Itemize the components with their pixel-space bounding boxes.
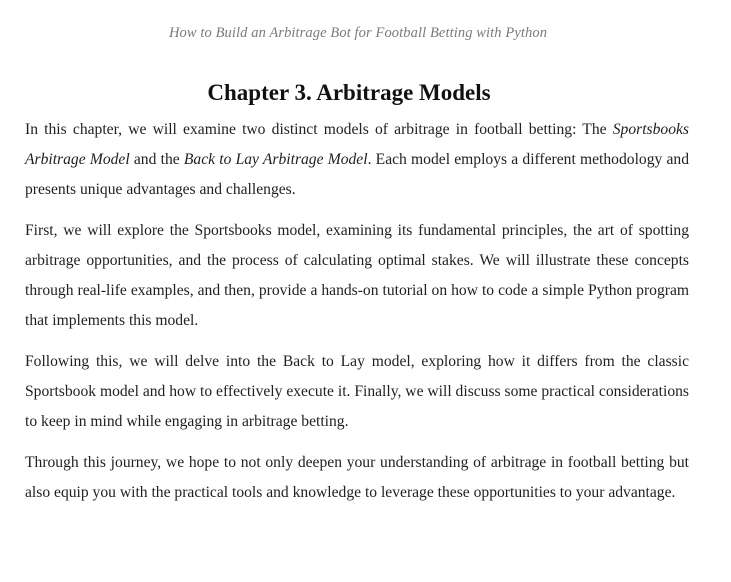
paragraph-conclusion: Through this journey, we hope to not only deepen your understanding of arbitrage in football betting but also equip you with the practical tools and knowledge to leverage these opportunities to your advantage.: [25, 454, 689, 501]
paragraph-sportsbooks: First, we will explore the Sportsbooks model, examining its fundamental principles, the art of spotting arbitrage opportunities, and the process of calculating optimal stakes. We will illustrate these concepts through real-life examples, and then, provide a hands-on tutorial on how to code a simple Python program that implements this model.: [25, 222, 689, 329]
chapter-body: [25, 115, 689, 508]
back-to-lay-model-term: Back to Lay Arbitrage Model: [183, 151, 368, 168]
paragraph-intro-text-c: and the: [129, 151, 184, 168]
chapter-title: Chapter 3. Arbitrage Models: [207, 80, 491, 105]
paragraph-intro-text-a: In this chapter, we will examine two distinct models of arbitrage in football betting: The: [25, 121, 613, 138]
paragraph-intro: [25, 115, 689, 205]
paragraph-intro-text-e: . Each model employs a different methodology and presents unique advantages and challenges.: [25, 151, 690, 198]
paragraph-back-to-lay: Following this, we will delve into the Back to Lay model, exploring how it differs from the classic Sportsbook model and how to effectively execute it. Finally, we will discuss some practical considerations to keep in mind while engaging in arbitrage betting.: [25, 353, 689, 430]
sportsbooks-model-term: Sportsbooks Arbitrage Model: [25, 121, 689, 168]
running-header: How to Build an Arbitrage Bot for Football Betting with Python: [168, 25, 548, 41]
